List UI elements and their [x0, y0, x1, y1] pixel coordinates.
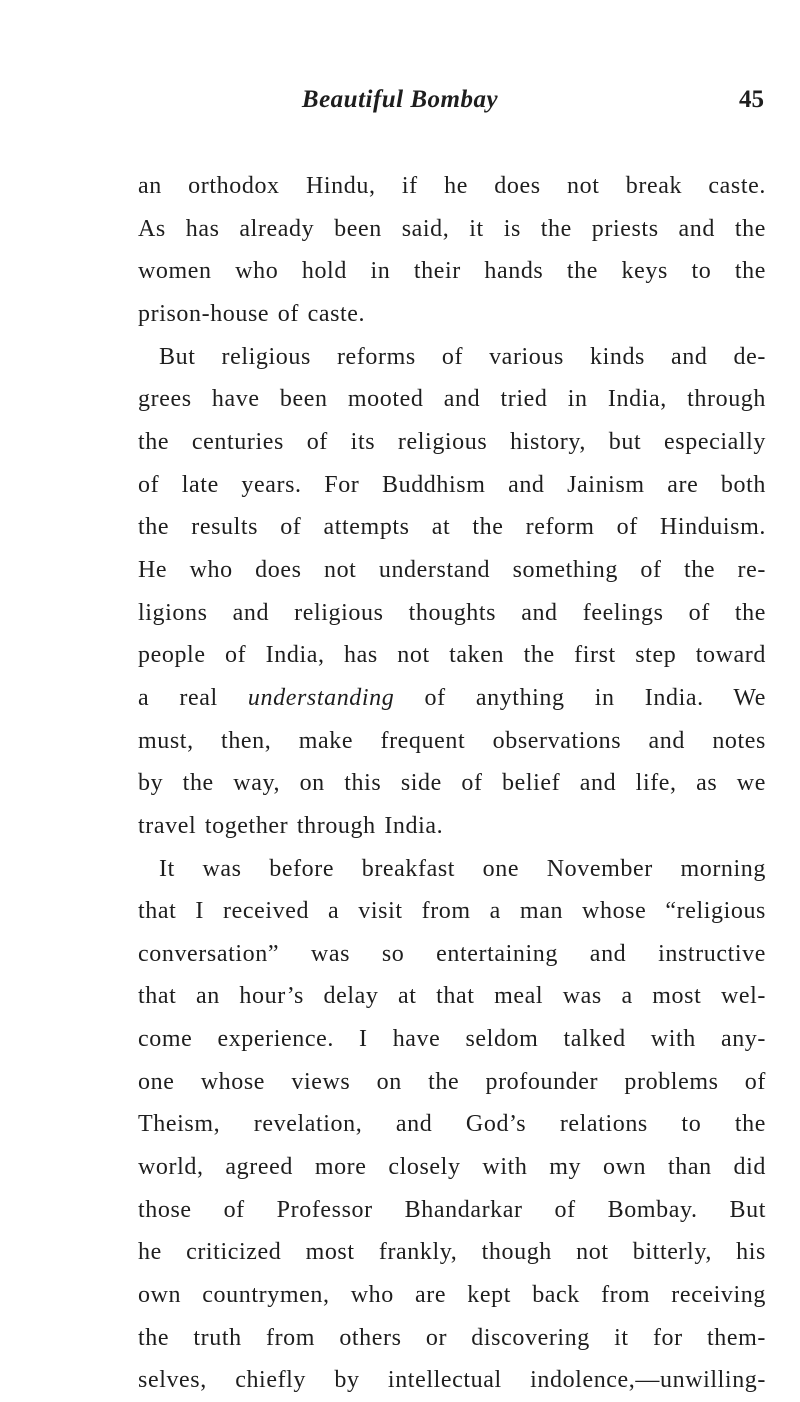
page-number: 45	[739, 86, 764, 113]
text-segment: prison-house of caste.	[138, 300, 366, 327]
text-segment: come experience. I have seldom talked with any-	[138, 1026, 766, 1053]
text-line	[138, 1359, 766, 1402]
text-line	[138, 805, 766, 848]
text-segment: own countrymen, who are kept back from receiving	[138, 1282, 766, 1309]
text-line	[138, 165, 766, 208]
text-segment: of anything in India. We	[394, 684, 766, 711]
text-line	[138, 421, 766, 464]
page-header	[0, 86, 800, 122]
text-line	[138, 549, 766, 592]
text-line	[138, 293, 766, 336]
text-line	[138, 1231, 766, 1274]
text-segment: selves, chiefly by intellectual indolence,—unwilling-	[138, 1367, 766, 1394]
running-title: Beautiful Bombay	[301, 86, 499, 113]
text-line	[138, 677, 766, 720]
text-segment: conversation” was so entertaining and instructive	[138, 940, 766, 967]
text-line	[138, 592, 766, 635]
text-line	[138, 1103, 766, 1146]
text-segment: travel together through India.	[138, 812, 444, 839]
text-segment: He who does not understand something of the re-	[138, 556, 766, 583]
text-line	[138, 1018, 766, 1061]
text-segment: he criticized most frankly, though not bitterly, his	[138, 1239, 766, 1266]
text-line	[138, 1189, 766, 1232]
text-segment: of late years. For Buddhism and Jainism are both	[138, 471, 766, 498]
text-segment: the truth from others or discovering it for them-	[138, 1324, 766, 1351]
text-line	[138, 975, 766, 1018]
body-text	[138, 165, 766, 1402]
text-line	[138, 848, 766, 891]
text-line	[138, 762, 766, 805]
text-line	[138, 506, 766, 549]
text-segment: that I received a visit from a man whose “religious	[138, 898, 766, 925]
text-segment: As has already been said, it is the priests and the	[138, 215, 766, 242]
text-segment: that an hour’s delay at that meal was a most wel-	[138, 983, 766, 1010]
text-segment: an orthodox Hindu, if he does not break caste.	[138, 173, 766, 199]
text-line	[138, 336, 766, 379]
text-segment: must, then, make frequent observations and notes	[138, 727, 766, 754]
text-line	[138, 1274, 766, 1317]
text-segment: the centuries of its religious history, but especially	[138, 428, 766, 455]
text-line	[138, 1061, 766, 1104]
text-line	[138, 720, 766, 763]
text-line	[138, 1317, 766, 1360]
text-segment: Theism, revelation, and God’s relations to the	[138, 1111, 766, 1138]
text-segment: those of Professor Bhandarkar of Bombay. But	[138, 1196, 766, 1223]
text-line	[138, 464, 766, 507]
text-line	[138, 634, 766, 677]
text-line	[138, 933, 766, 976]
text-line	[138, 1146, 766, 1189]
text-line	[138, 378, 766, 421]
text-segment: people of India, has not taken the first step toward	[138, 642, 766, 669]
text-segment: by the way, on this side of belief and life, as we	[138, 770, 766, 797]
text-line	[138, 890, 766, 933]
text-segment: It was before breakfast one November morning	[159, 855, 766, 882]
text-segment: one whose views on the profounder problems of	[138, 1068, 766, 1095]
text-segment: women who hold in their hands the keys to the	[138, 258, 766, 285]
italic-text: understanding	[247, 684, 395, 711]
text-line	[138, 250, 766, 293]
text-segment: grees have been mooted and tried in India, through	[138, 386, 766, 413]
text-segment: world, agreed more closely with my own than did	[138, 1154, 766, 1181]
text-segment: ligions and religious thoughts and feelings of the	[138, 599, 766, 626]
text-segment: a real	[138, 684, 248, 711]
text-segment: But religious reforms of various kinds and de-	[159, 343, 766, 370]
text-segment: the results of attempts at the reform of Hinduism.	[138, 514, 766, 541]
text-line	[138, 208, 766, 251]
